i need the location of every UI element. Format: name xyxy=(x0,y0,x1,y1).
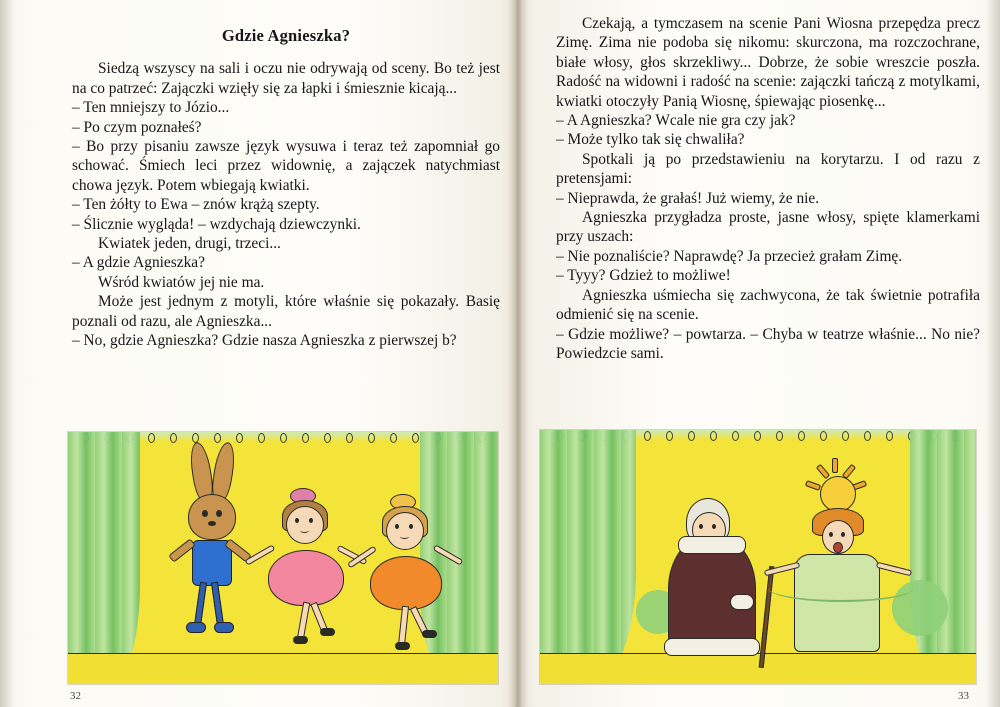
dialogue-line: – A gdzie Agnieszka? xyxy=(72,254,205,272)
fur-cuff xyxy=(730,594,754,610)
paragraph: Czekają, a tymczasem na scenie Pani Wiosna przepędza precz Zimę. Zima nie podoba się nikomu: skurczona, ma rozczochrane, białe włosy, głos skrzekliwy... Dobrze, że sobie wreszcie poszła. Radość na widowni i radość na scenie: zajączki tańczą z motylkami, kwiatki otoczyły Panią Wiosnę, śpiewając piosenkę... xyxy=(556,15,980,110)
left-text-column xyxy=(72,26,500,351)
illustration-right xyxy=(540,430,976,684)
paragraph: Spotkali ją po przedstawieniu na korytarzu. I od razu z pretensjami: xyxy=(556,150,980,188)
dialogue-line: – A Agnieszka? Wcale nie gra czy jak? xyxy=(556,112,796,130)
dialogue-line: – Nie poznaliście? Naprawdę? Ja przecież grałam Zimę. xyxy=(556,247,903,265)
fur-hem xyxy=(664,638,760,656)
page-number-right: 33 xyxy=(958,690,969,702)
paragraph: Agnieszka przygładza proste, jasne włosy, spięte klamerkami przy uszach: xyxy=(556,209,980,246)
page-number-left: 32 xyxy=(70,690,81,702)
dialogue-line: – Tyyy? Gdzież to możliwe! xyxy=(556,267,731,285)
paragraph: Agnieszka uśmiecha się zachwycona, że tak świetnie potrafiła odmienić się na scenie. xyxy=(556,286,980,324)
curtain-left-panel xyxy=(68,432,140,684)
curtain-right-panel xyxy=(910,430,976,684)
dialogue-line-last: – Gdzie możliwe? – powtarza. – Chyba w teatrze właśnie... No nie? Powiedzcie sami. xyxy=(556,325,980,362)
paragraph: Wśród kwiatów jej nie ma. xyxy=(98,273,265,291)
curtain-left-panel xyxy=(540,430,636,684)
stage-floor xyxy=(68,653,498,684)
paragraph: Może jest jednym z motyli, które właśnie się pokazały. Basię poznali od razu, ale Agnieszka... xyxy=(72,293,500,330)
paragraph: Kwiatek jeden, drugi, trzeci... xyxy=(98,235,281,253)
fur-collar xyxy=(678,536,746,554)
page-title: Gdzie Agnieszka? xyxy=(221,26,351,45)
dialogue-line: – Ten żółty to Ewa – znów krążą szepty. xyxy=(72,196,320,214)
dialogue-line: – Nieprawda, że grałaś! Już wiemy, że nie. xyxy=(556,189,820,207)
dialogue-line-last: – No, gdzie Agnieszka? Gdzie nasza Agnieszka z pierwszej b? xyxy=(72,332,457,350)
dialogue-line: – Po czym poznałeś? xyxy=(72,118,202,136)
sun-crown-icon xyxy=(820,476,856,512)
paragraph: Siedzą wszyscy na sali i oczu nie odrywają od sceny. Bo też jest na co patrzeć: Zajączki wzięły się za łapki i śmiesznie kicają... xyxy=(72,60,500,97)
dialogue-line: – Bo przy pisaniu zawsze język wysuwa i teraz też zapomniał go schować. Śmiech leci przez widownię, a zajączek natychmiast chowa język. Potem wbiegają kwiatki. xyxy=(72,138,500,194)
dialogue-line: – Ten mniejszy to Józio... xyxy=(72,99,230,117)
illustration-left xyxy=(68,432,498,684)
right-text-column xyxy=(556,14,980,363)
dialogue-line: – Ślicznie wygląda! – wzdychają dziewczynki. xyxy=(72,215,361,233)
dialogue-line: – Może tylko tak się chwaliła? xyxy=(556,131,745,149)
stage-floor xyxy=(540,653,976,684)
